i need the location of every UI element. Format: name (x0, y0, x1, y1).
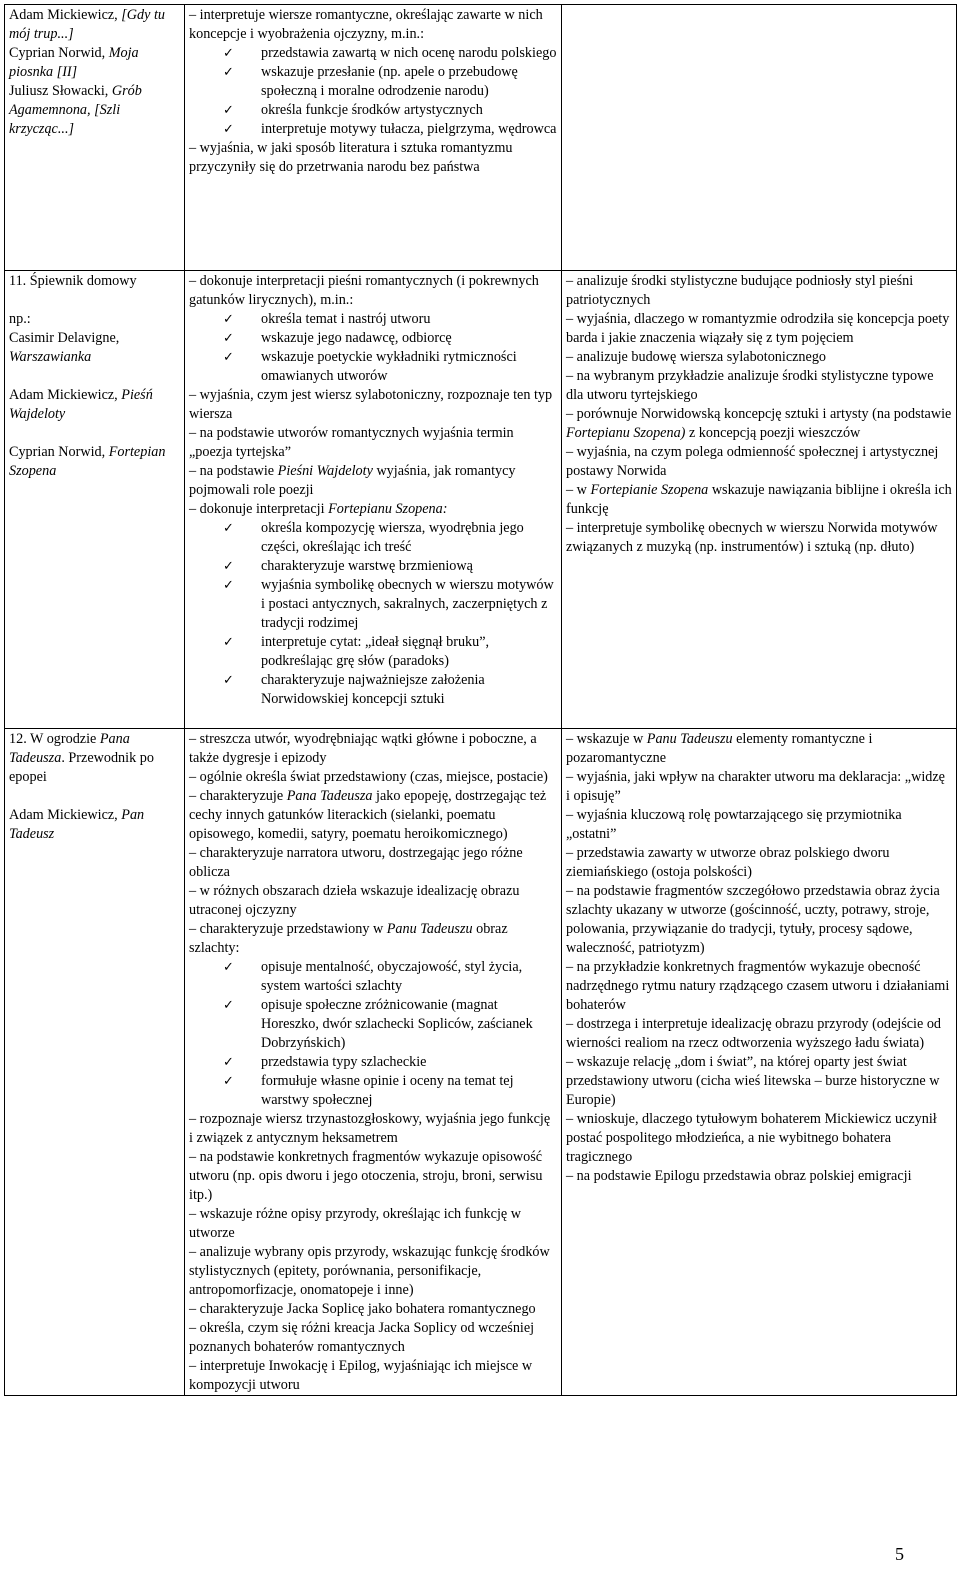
dash-icon: – (189, 1206, 200, 1222)
dash-icon: – (189, 845, 200, 861)
requirement-item: – wskazuje różne opisy przyrody, określając ich funkcję w utworze (189, 1206, 521, 1241)
requirement-item: – na wybranym przykładzie analizuje środki stylistyczne typowe dla utworu tyrtejskiego (566, 368, 934, 403)
dash-icon: – (189, 1358, 200, 1374)
requirement-item: – dokonuje interpretacji Fortepianu Szopena: (189, 501, 448, 517)
basic-requirements-cell (185, 271, 562, 729)
dash-icon: – (189, 140, 200, 156)
texts-cell (5, 271, 185, 729)
requirement-item: – na podstawie konkretnych fragmentów wykazuje opisowość utworu (np. opis dworu i jego otoczenia, stroju, broni, serwisu itp.) (189, 1149, 543, 1203)
section-title: 11. Śpiewnik domowy (9, 273, 137, 289)
dash-icon: – (189, 921, 200, 937)
checklist-item: ✓ wskazuje poetyckie wykładniki rytmiczności omawianych utworów (189, 348, 557, 386)
table-row (5, 729, 957, 1396)
checklist-item: ✓ charakteryzuje najważniejsze założenia Norwidowskiej koncepcji sztuki (189, 671, 557, 709)
requirement-item: – charakteryzuje przedstawiony w Panu Tadeuszu obraz szlachty: (189, 921, 508, 956)
dash-icon: – (566, 1168, 577, 1184)
dash-icon: – (189, 1244, 200, 1260)
requirement-item: – na przykładzie konkretnych fragmentów wykazuje obecność nadrzędnego rytmu natury rządzącego czasem utworu i działaniami bohaterów (566, 959, 950, 1013)
requirement-item: – porównuje Norwidowską koncepcję sztuki i artysty (na podstawie Fortepianu Szopena) z koncepcją poezji wieszczów (566, 406, 952, 441)
text-entry: Juliusz Słowacki, Grób Agamemnona, [Szli krzycząc...] (9, 83, 142, 137)
dash-icon: – (189, 1111, 200, 1127)
dash-icon: – (189, 501, 200, 517)
dash-icon: – (566, 769, 577, 785)
dash-icon: – (189, 731, 200, 747)
dash-icon: – (566, 1054, 577, 1070)
dash-icon: – (566, 311, 577, 327)
dash-icon: – (566, 482, 577, 498)
checklist-item: ✓ przedstawia zawartą w nich ocenę narodu polskiego (189, 44, 557, 63)
basic-requirements-cell (185, 5, 562, 271)
requirement-item: – wyjaśnia, w jaki sposób literatura i sztuka romantyzmu przyczyniły się do przetrwania narodu bez państwa (189, 140, 513, 175)
basic-requirements-cell (185, 729, 562, 1396)
dash-icon: – (566, 368, 577, 384)
dash-icon: – (566, 1111, 577, 1127)
extended-requirements-cell (562, 5, 957, 271)
page-number: 5 (895, 1544, 904, 1564)
dash-icon: – (189, 387, 200, 403)
requirement-item: – analizuje budowę wiersza sylabotonicznego (566, 349, 827, 365)
requirement-item: – na podstawie Pieśni Wajdeloty wyjaśnia, jak romantycy pojmowali role poezji (189, 463, 516, 498)
checklist-item: ✓ przedstawia typy szlacheckie (189, 1053, 557, 1072)
dash-icon: – (189, 7, 200, 23)
text-entry: Casimir Delavigne, Warszawianka (9, 330, 120, 365)
requirement-item: – określa, czym się różni kreacja Jacka Soplicy od wcześniej poznanych bohaterów romantycznych (189, 1320, 535, 1355)
dash-icon: – (189, 1320, 200, 1336)
requirement-item: – wskazuje relację „dom i świat”, na której oparty jest świat przedstawiony utworu (cicha wieś litewska – burze historyczne w Europie) (566, 1054, 940, 1108)
checklist-item: ✓ interpretuje motywy tułacza, pielgrzyma, wędrowca (189, 120, 557, 139)
checklist-item: ✓ wyjaśnia symbolikę obecnych w wierszu motywów i postaci antycznych, sakralnych, zaczerpniętych z tradycji rodzimej (189, 576, 557, 633)
text-entry: Cyprian Norwid, Fortepian Szopena (9, 444, 166, 479)
requirement-item: – wyjaśnia, czym jest wiersz sylabotoniczny, rozpoznaje ten typ wiersza (189, 387, 553, 422)
requirement-item: – interpretuje symbolikę obecnych w wierszu Norwida motywów związanych z muzyką (np. instrumentów) i sztuką (np. dłuto) (566, 520, 938, 555)
requirement-item: – wyjaśnia, na czym polega odmienność społecznej i artystycznej postawy Norwida (566, 444, 939, 479)
dash-icon: – (189, 769, 200, 785)
texts-cell (5, 729, 185, 1396)
checklist-item: ✓ opisuje mentalność, obyczajowość, styl życia, system wartości szlachty (189, 958, 557, 996)
extended-requirements-cell (562, 271, 957, 729)
text-entry: Cyprian Norwid, Moja piosnka [II] (9, 45, 139, 80)
text-entry: Adam Mickiewicz, [Gdy tu mój trup...] (9, 7, 166, 42)
checklist-item: ✓ wskazuje przesłanie (np. apele o przebudowę społeczną i moralne odrodzenie narodu) (189, 63, 557, 101)
np-label: np.: (9, 311, 31, 327)
table-row (5, 5, 957, 271)
dash-icon: – (566, 845, 577, 861)
dash-icon: – (566, 731, 577, 747)
dash-icon: – (189, 1149, 200, 1165)
requirement-item: – wyjaśnia, jaki wpływ na charakter utworu ma deklaracja: „widzę i opisuję” (566, 769, 945, 804)
requirement-item: – wskazuje w Panu Tadeuszu elementy romantyczne i pozaromantyczne (566, 731, 873, 766)
dash-icon: – (566, 1016, 577, 1032)
requirement-item: – w Fortepianie Szopena wskazuje nawiązania biblijne i określa ich funkcję (566, 482, 952, 517)
requirement-item: – streszcza utwór, wyodrębniając wątki główne i poboczne, a także dygresje i epizody (189, 731, 537, 766)
requirement-item: – na podstawie utworów romantycznych wyjaśnia termin „poezja tyrtejska” (189, 425, 514, 460)
table-row (5, 271, 957, 729)
checklist-item: ✓ formułuje własne opinie i oceny na temat tej warstwy społecznej (189, 1072, 557, 1110)
requirement-item: – ogólnie określa świat przedstawiony (czas, miejsce, postacie) (189, 769, 548, 785)
dash-icon: – (189, 883, 200, 899)
checklist-item: ✓ określa temat i nastrój utworu (189, 310, 557, 329)
requirement-item: – charakteryzuje Jacka Soplicę jako bohatera romantycznego (189, 1301, 536, 1317)
dash-icon: – (566, 444, 577, 460)
checklist-item: ✓ charakteryzuje warstwę brzmieniową (189, 557, 557, 576)
dash-icon: – (566, 959, 577, 975)
requirement-item: – charakteryzuje Pana Tadeusza jako epopeję, dostrzegając też cechy innych gatunków literackich (sielanki, poematu opisowego, komedii, satyry, poematu heroikomicznego) (189, 788, 547, 842)
dash-icon: – (189, 788, 200, 804)
checklist-item: ✓ określa funkcje środków artystycznych (189, 101, 557, 120)
requirement-item: – interpretuje wiersze romantyczne, określając zawarte w nich koncepcje i wyobrażenia ojczyzny, m.in.: (189, 7, 543, 42)
requirement-item: – w różnych obszarach dzieła wskazuje idealizację obrazu utraconej ojczyzny (189, 883, 520, 918)
dash-icon: – (189, 463, 200, 479)
requirement-item: – analizuje wybrany opis przyrody, wskazując funkcję środków stylistycznych (epitety, porównania, personifikacje, antropomorfizacje, onomatopeje i inne) (189, 1244, 550, 1298)
text-entry: Adam Mickiewicz, Pan Tadeusz (9, 807, 145, 842)
requirement-item: – charakteryzuje narratora utworu, dostrzegając jego różne oblicza (189, 845, 523, 880)
requirement-item: – dokonuje interpretacji pieśni romantycznych (i pokrewnych gatunków lirycznych), m.in.: (189, 273, 539, 308)
dash-icon: – (566, 406, 577, 422)
requirement-item: – na podstawie fragmentów szczegółowo przedstawia obraz życia szlachty ukazany w utworze (gościnność, uczty, potrawy, stroje, polowania, przywiązanie do tradycji, tytuły, procesy sądowe, waleczność, patriotyzm) (566, 883, 940, 956)
dash-icon: – (566, 349, 577, 365)
requirement-item: – wyjaśnia kluczową rolę powtarzającego się przymiotnika „ostatni” (566, 807, 902, 842)
dash-icon: – (189, 1301, 200, 1317)
checklist-item: ✓ opisuje społeczne zróżnicowanie (magnat Horeszko, dwór szlachecki Sopliców, zaścianek Dobrzyńskich) (189, 996, 557, 1053)
requirement-item: – rozpoznaje wiersz trzynastozgłoskowy, wyjaśnia jego funkcję i związek z antycznym heksametrem (189, 1111, 551, 1146)
curriculum-table (4, 4, 957, 1396)
requirement-item: – wnioskuje, dlaczego tytułowym bohaterem Mickiewicz uczynił postać pospolitego młodzieńca, a nie wybitnego bohatera tragicznego (566, 1111, 937, 1165)
dash-icon: – (566, 520, 577, 536)
dash-icon: – (189, 273, 200, 289)
checklist-item: ✓ określa kompozycję wiersza, wyodrębnia jego części, określając ich treść (189, 519, 557, 557)
dash-icon: – (566, 883, 577, 899)
requirement-item: – dostrzega i interpretuje idealizację obrazu przyrody (odejście od wierności realiom na rzecz odtworzenia wyższego ładu świata) (566, 1016, 942, 1051)
dash-icon: – (566, 807, 577, 823)
dash-icon: – (566, 273, 577, 289)
requirement-item: – wyjaśnia, dlaczego w romantyzmie odrodziła się koncepcja poety barda i jakie znaczenia wiązały się z tym pojęciem (566, 311, 950, 346)
requirement-item: – analizuje środki stylistyczne budujące podniosły styl pieśni patriotycznych (566, 273, 914, 308)
requirement-item: – na podstawie Epilogu przedstawia obraz polskiej emigracji (566, 1168, 912, 1184)
requirement-item: – interpretuje Inwokację i Epilog, wyjaśniając ich miejsce w kompozycji utworu (189, 1358, 533, 1393)
extended-requirements-cell (562, 729, 957, 1396)
texts-cell (5, 5, 185, 271)
requirement-item: – przedstawia zawarty w utworze obraz polskiego dworu ziemiańskiego (ostoja polskości) (566, 845, 890, 880)
text-entry: Adam Mickiewicz, Pieśń Wajdeloty (9, 387, 153, 422)
section-title: 12. W ogrodzie Pana Tadeusza. Przewodnik po epopei (9, 731, 154, 785)
checklist-item: ✓ interpretuje cytat: „ideał sięgnął bruku”, podkreślając grę słów (paradoks) (189, 633, 557, 671)
checklist-item: ✓ wskazuje jego nadawcę, odbiorcę (189, 329, 557, 348)
dash-icon: – (189, 425, 200, 441)
